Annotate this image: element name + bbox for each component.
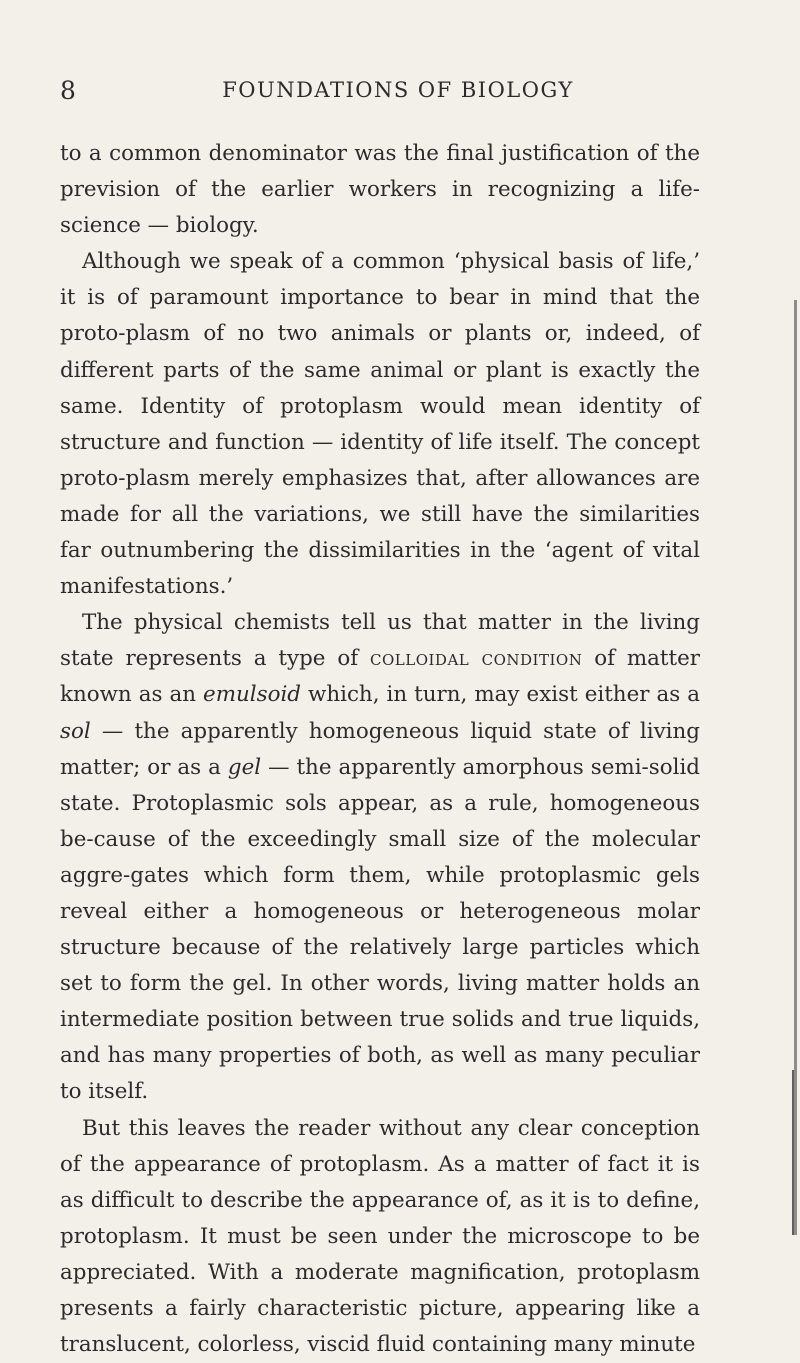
- italic-term-sol: sol: [60, 718, 91, 744]
- body-text: [60, 136, 700, 1363]
- running-title: FOUNDATIONS OF BIOLOGY: [222, 78, 574, 102]
- text-span: of matter known as an: [60, 646, 700, 708]
- small-caps-term: colloidal condition: [370, 646, 583, 672]
- page-edge-shadow-dark: [792, 1070, 794, 1235]
- text-span: The physical chemists tell us that matter in the living state represents a type of: [60, 610, 700, 672]
- page-edge-shadow: [794, 300, 797, 1235]
- italic-term-gel: gel: [227, 754, 262, 780]
- paragraph-physical-basis: Although we speak of a common ‘physical basis of life,’ it is of paramount importance to bear in mind that the proto-plasm of no two animals or plants or, indeed, of different parts of the same animal or plant is exactly the same. Identity of protoplasm would mean identity of structure and function — identity of life itself. The concept proto-plasm merely emphasizes that, after allowances are made for all the variations, we still have the similarities far outnumbering the dissimilarities in the ‘agent of vital manifestations.’: [60, 249, 700, 600]
- italic-term-emulsoid: emulsoid: [203, 682, 301, 708]
- text-span: — the apparently amorphous semi-solid state. Protoplasmic sols appear, as a rule, homogeneous be-cause of the exceedingly small size of the molecular aggre-gates which form them, while protoplasmic gels reveal either a homogeneous or heterogeneous molar structure because of the relatively large particles which set to form the gel. In other words, living matter holds an intermediate position between true solids and true liquids, and has many properties of both, as well as many peculiar to itself.: [60, 754, 700, 1105]
- paragraph-appearance: But this leaves the reader without any clear conception of the appearance of protoplasm. As a matter of fact it is as difficult to describe the appearance of, as it is to define, protoplasm. It must be seen under the microscope to be appreciated. With a moderate magnification, protoplasm presents a fairly characteristic picture, appearing like a translucent, colorless, viscid fluid containing many minute: [60, 1115, 700, 1358]
- paragraph-continuation: to a common denominator was the final justification of the prevision of the earlier workers in recognizing a life-science — biology.: [60, 141, 700, 239]
- page-header: [60, 76, 700, 110]
- text-span: — the apparently homogeneous liquid state of living matter; or as a: [60, 718, 700, 780]
- paragraph-colloidal-condition: [60, 605, 700, 1110]
- text-span: which, in turn, may exist either as a: [301, 682, 700, 708]
- page-number: 8: [60, 76, 77, 105]
